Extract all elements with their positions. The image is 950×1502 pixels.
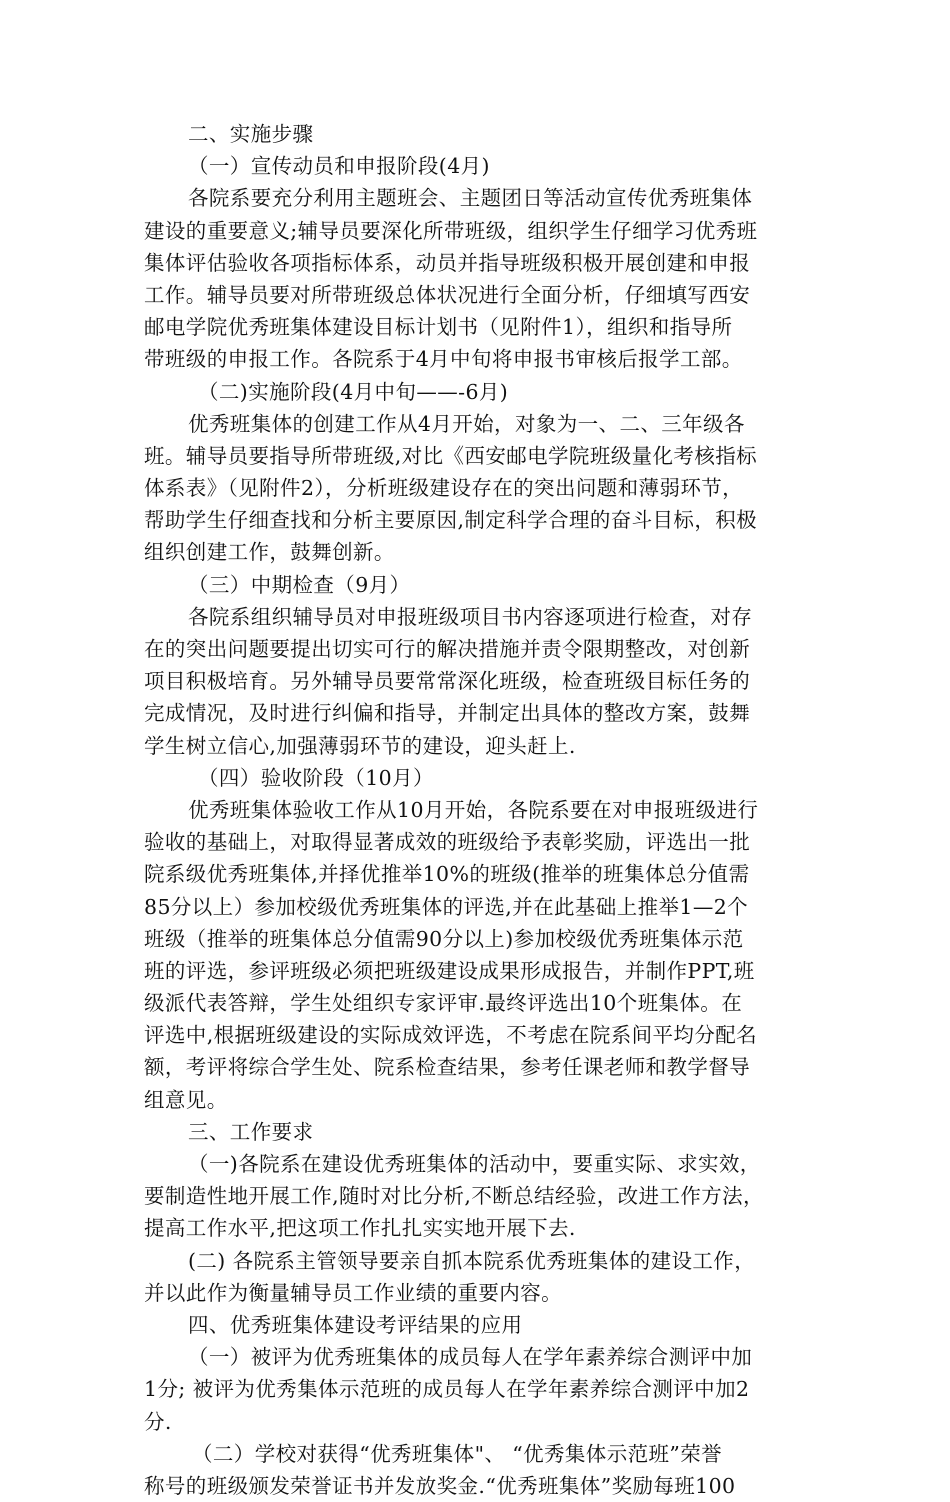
text-line: 班的评选，参评班级必须把班级建设成果形成报告，并制作PPT,班 xyxy=(144,958,755,983)
text-line: 85分以上）参加校级优秀班集体的评选,并在此基础上推举1—2个 xyxy=(144,894,749,919)
text-line: 提高工作水平,把这项工作扎扎实实地开展下去. xyxy=(144,1216,576,1241)
text-line: 建设的重要意义;辅导员要深化所带班级，组织学生仔细学习优秀班 xyxy=(144,218,758,243)
text-line: 验收的基础上，对取得显著成效的班级给予表彰奖励，评选出一批 xyxy=(144,830,751,855)
text-line: （一)各院系在建设优秀班集体的活动中，要重实际、求实效， xyxy=(188,1152,761,1176)
text-line: 组意见。 xyxy=(144,1087,228,1112)
text-line: 班。辅导员要指导所带班级,对比《西安邮电学院班级量化考核指标 xyxy=(144,443,758,468)
text-line: 优秀班集体验收工作从10月开始，各院系要在对申报班级进行 xyxy=(188,797,759,822)
text-line: 体系表》（见附件2），分析班级建设存在的突出问题和薄弱环节， xyxy=(144,476,744,501)
text-line: (二) 各院系主管领导要亲自抓本院系优秀班集体的建设工作， xyxy=(188,1248,756,1273)
text-line: 级派代表答辩，学生处组织专家评审.最终评选出10个班集体。在 xyxy=(144,991,743,1016)
text-line: 称号的班级颁发荣誉证书并发放奖金.“优秀班集体”奖励每班100 xyxy=(144,1473,736,1498)
text-line: 组织创建工作，鼓舞创新。 xyxy=(144,540,395,565)
text-line: 各院系组织辅导员对申报班级项目书内容逐项进行检查，对存 xyxy=(188,604,753,629)
text-line: 额，考评将综合学生处、院系检查结果，参考任课老师和教学督导 xyxy=(144,1055,751,1080)
text-line: 二、实施步骤 xyxy=(188,122,314,146)
text-line: （四）验收阶段（10月） xyxy=(198,765,434,790)
text-line: （一）宣传动员和申报阶段(4月) xyxy=(188,154,490,179)
text-line: 班级（推举的班集体总分值需90分以上)参加校级优秀班集体示范 xyxy=(144,926,744,951)
text-line: （三）中期检查（9月） xyxy=(188,572,411,597)
text-line: 带班级的申报工作。各院系于4月中旬将申报书审核后报学工部。 xyxy=(144,347,743,372)
text-line: 邮电学院优秀班集体建设目标计划书（见附件1），组织和指导所 xyxy=(144,315,733,340)
text-line: 要制造性地开展工作,随时对比分析,不断总结经验，改进工作方法， xyxy=(144,1184,764,1209)
text-line: 分. xyxy=(144,1409,172,1434)
text-line: 工作。辅导员要对所带班级总体状况进行全面分析，仔细填写西安 xyxy=(144,282,751,307)
text-line: 院系级优秀班集体,并择优推举10%的班级(推举的班集体总分值需 xyxy=(144,862,750,887)
text-line: 并以此作为衡量辅导员工作业绩的重要内容。 xyxy=(144,1280,562,1305)
text-line: 项目积极培育。另外辅导员要常常深化班级，检查班级目标任务的 xyxy=(144,669,751,694)
text-line: 三、工作要求 xyxy=(188,1119,314,1144)
text-line: （一）被评为优秀班集体的成员每人在学年素养综合测评中加 xyxy=(188,1345,753,1370)
text-line: （二)实施阶段(4月中旬——-6月) xyxy=(198,379,509,404)
text-line: 优秀班集体的创建工作从4月开始，对象为一、二、三年级各 xyxy=(188,411,745,436)
text-line: 在的突出问题要提出切实可行的解决措施并责令限期整改，对创新 xyxy=(144,637,751,661)
text-line: 各院系要充分利用主题班会、主题团日等活动宣传优秀班集体 xyxy=(188,186,753,211)
text-line: 评选中,根据班级建设的实际成效评选，不考虑在院系间平均分配名 xyxy=(144,1023,758,1048)
text-line: 学生树立信心,加强薄弱环节的建设，迎头赶上. xyxy=(144,733,576,758)
text-line: 集体评估验收各项指标体系，动员并指导班级积极开展创建和申报 xyxy=(144,250,751,275)
text-line: 1分; 被评为优秀集体示范班的成员每人在学年素养综合测评中加2 xyxy=(144,1377,750,1402)
text-line: 帮助学生仔细查找和分析主要原因,制定科学合理的奋斗目标，积极 xyxy=(144,508,758,533)
text-line: 四、优秀班集体建设考评结果的应用 xyxy=(188,1312,523,1337)
text-line: （二）学校对获得“优秀班集体"、 “优秀集体示范班”荣誉 xyxy=(192,1441,723,1466)
text-line: 完成情况，及时进行纠偏和指导，并制定出具体的整改方案，鼓舞 xyxy=(144,701,751,726)
document-body xyxy=(144,118,814,1502)
